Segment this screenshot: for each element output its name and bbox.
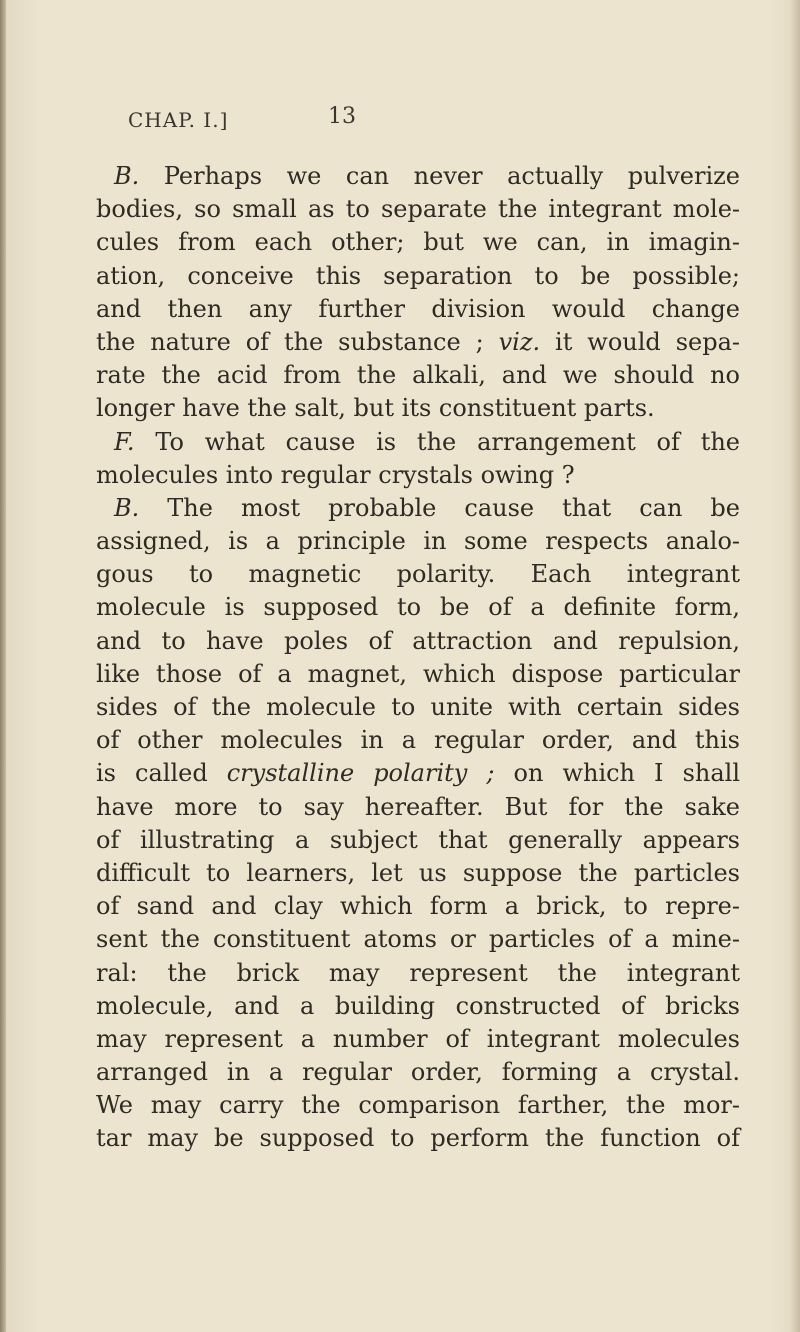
text-line: the nature of the substance ; viz. it would sepa- — [96, 327, 740, 356]
page-left-edge-shadow — [0, 0, 6, 1332]
text-line: of illustrating a subject that generally appears — [96, 825, 740, 854]
text-line: molecule is supposed to be of a definite form, — [96, 593, 740, 622]
text-line: F. To what cause is the arrangement of the — [114, 427, 740, 456]
text-line: ation, conceive this separation to be possible; — [96, 261, 740, 290]
text-line: and to have poles of attraction and repulsion, — [96, 626, 740, 655]
text-line: sent the constituent atoms or particles of a mine- — [96, 925, 740, 954]
text-line: rate the acid from the alkali, and we should no — [96, 361, 740, 390]
text-line: gous to magnetic polarity. Each integrant — [96, 560, 740, 589]
speaker-label: B. — [114, 493, 140, 522]
text-line: of sand and clay which form a brick, to repre- — [96, 892, 740, 921]
text-line: cules from each other; but we can, in imagin- — [96, 228, 740, 257]
page-header — [128, 104, 688, 138]
text-line: and then any further division would change — [96, 294, 740, 323]
text-line: tar may be supposed to perform the function of — [96, 1124, 740, 1153]
text-line: assigned, is a principle in some respects analo- — [96, 527, 740, 556]
text-line: longer have the salt, but its constituent parts. — [96, 394, 655, 423]
italic-term: viz. — [498, 327, 541, 356]
text-line: B. Perhaps we can never actually pulverize — [114, 162, 740, 190]
speaker-label: F. — [114, 427, 135, 456]
text-line: may represent a number of integrant molecules — [96, 1024, 740, 1053]
body-text — [96, 160, 740, 1156]
text-line: molecules into regular crystals owing ? — [96, 460, 575, 489]
text-line: B. The most probable cause that can be — [114, 493, 740, 522]
running-head: CHAP. I.] — [128, 108, 229, 132]
text-line: sides of the molecule to unite with certain sides — [96, 693, 740, 721]
page-right-edge-shadow — [790, 0, 800, 1332]
text-line: bodies, so small as to separate the integrant mole- — [96, 195, 740, 224]
text-line: ral: the brick may represent the integrant — [96, 958, 740, 987]
text-line: molecule, and a building constructed of bricks — [96, 991, 740, 1020]
text-line: like those of a magnet, which dispose particular — [96, 659, 740, 688]
text-line: difficult to learners, let us suppose the particles — [96, 858, 740, 887]
page-number: 13 — [328, 104, 356, 129]
speaker-label: B. — [114, 162, 140, 190]
text-line: arranged in a regular order, forming a crystal. — [96, 1058, 740, 1087]
text-line: We may carry the comparison farther, the mor- — [96, 1091, 740, 1120]
italic-term: crystalline polarity ; — [226, 759, 495, 788]
text-line: have more to say hereafter. But for the sake — [96, 792, 740, 821]
text-line: is called crystalline polarity ; on which I shall — [96, 759, 740, 788]
text-line: of other molecules in a regular order, and this — [96, 726, 740, 755]
